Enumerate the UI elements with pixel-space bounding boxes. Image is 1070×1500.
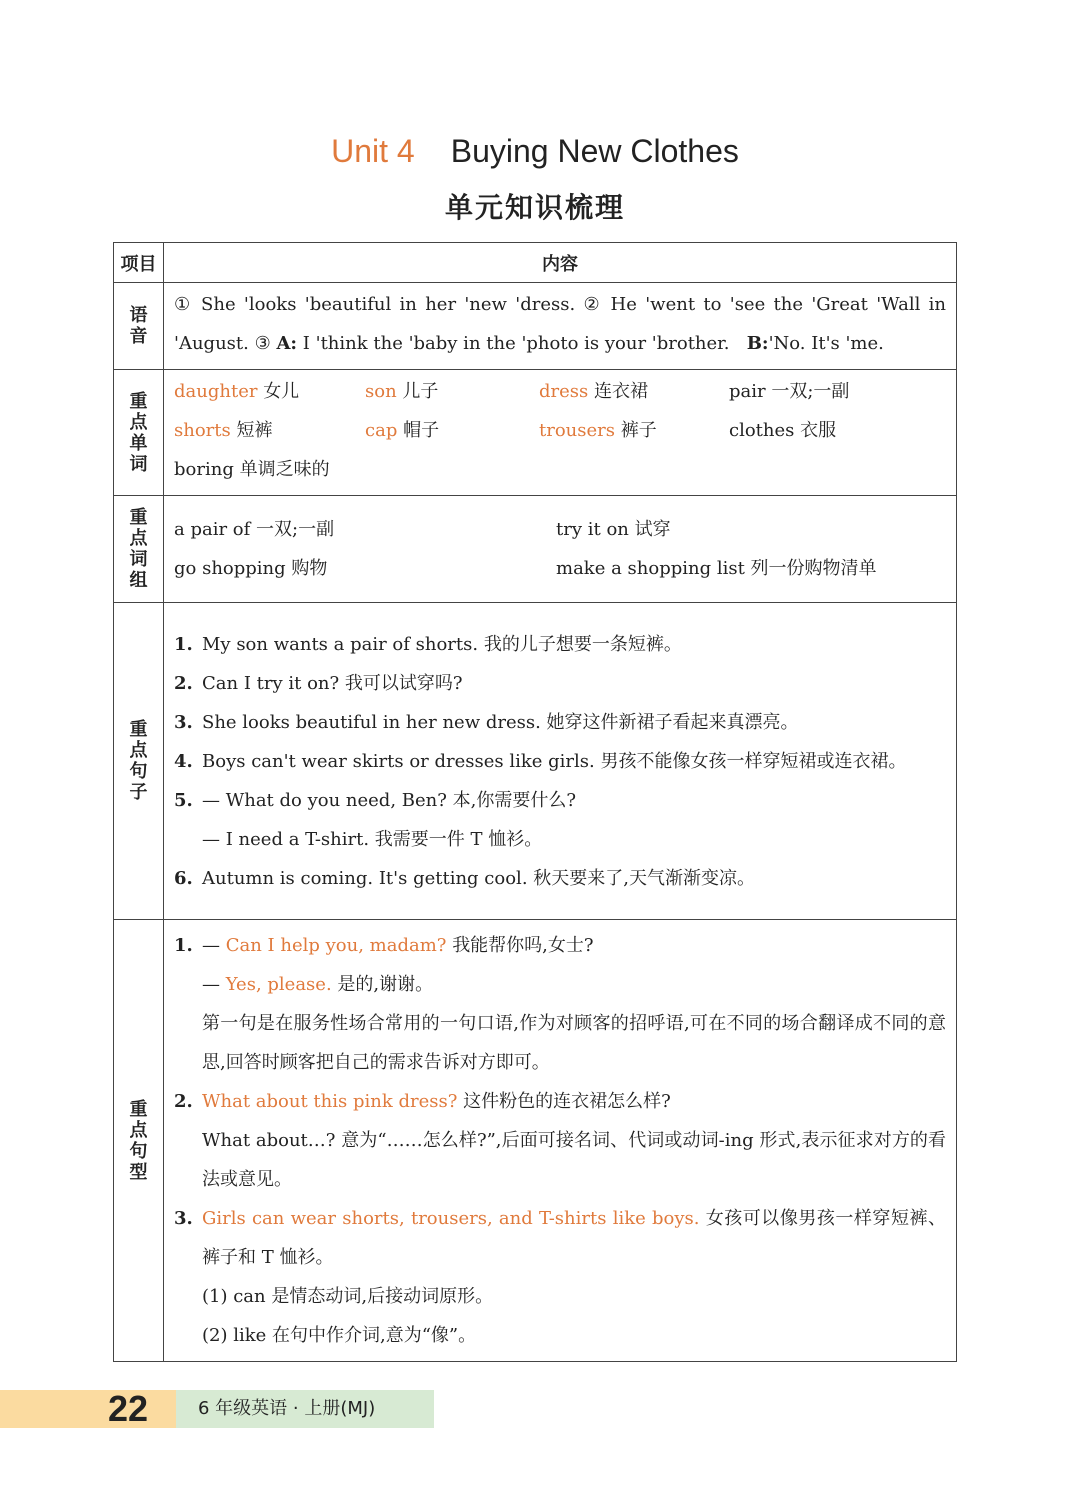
pattern-note: 第一句是在服务性场合常用的一句口语,作为对顾客的招呼语,可在不同的场合翻译成不同的意思,回答时顾客把自己的需求告诉对方即可。 [202,1013,946,1073]
key-phrases-row [114,496,957,603]
unit-title [0,133,1070,170]
phrase-item: make a shopping list 列一份购物清单 [556,558,877,579]
key-words-row [114,370,957,496]
sentence-item: 4. Boys can't wear skirts or dresses like girls. 男孩不能像女孩一样穿短裙或连衣裙。 [174,750,907,772]
header-content: 内容 [164,243,957,283]
word-item: pair 一双;一副 [729,381,850,402]
pattern-note: (1) can 是情态动词,后接动词原形。 [202,1286,494,1307]
sentence-item: 3. She looks beautiful in her new dress. 她穿这件新裙子看起来真漂亮。 [174,711,799,733]
pronunciation-label: 语 音 [114,283,164,370]
pattern-item: 2. What about this pink dress? 这件粉色的连衣裙怎么样? [174,1091,671,1112]
key-patterns-content [164,920,957,1362]
phrase-item: try it on 试穿 [556,519,671,540]
header-item: 项目 [114,243,164,283]
pattern-note: (2) like 在句中作介词,意为“像”。 [202,1325,477,1346]
pattern-item: 3. Girls can wear shorts, trousers, and T-shirts like boys. 女孩可以像男孩一样穿短裤、裤子和 T 恤衫。 [174,1208,946,1268]
pronunciation-row [114,283,957,370]
word-item: dress 连衣裙 [539,381,648,402]
key-patterns-row [114,920,957,1362]
word-item: cap 帽子 [365,420,440,441]
word-item: boring 单调乏味的 [174,459,330,480]
pattern-item: 1. — Can I help you, madam? 我能帮你吗,女士? [174,935,594,956]
page-subtitle: 单元知识梳理 [444,191,625,224]
sentence-item: 2. Can I try it on? 我可以试穿吗? [174,672,463,694]
phrase-item: a pair of 一双;一副 [174,519,335,540]
sentence-item: 1. My son wants a pair of shorts. 我的儿子想要一条短裤。 [174,633,682,655]
key-sentences-label: 重 点 句 子 [114,603,164,920]
word-item: son 儿子 [365,381,439,402]
sentence-item-reply: — I need a T-shirt. 我需要一件 T 恤衫。 [202,828,543,850]
table-header-row [114,243,957,283]
word-item: trousers 裤子 [539,420,657,441]
sentence-item: 6. Autumn is coming. It's getting cool. 秋天要来了,天气渐渐变凉。 [174,867,755,889]
key-phrases-content [164,496,957,603]
unit-name: Buying New Clothes [450,133,739,169]
word-item: daughter 女儿 [174,381,300,402]
book-title: 6 年级英语 · 上册(MJ) [176,1390,434,1428]
knowledge-table [113,242,957,1362]
word-item: clothes 衣服 [729,420,837,441]
key-words-content [164,370,957,496]
phrase-item: go shopping 购物 [174,558,328,579]
pattern-note: What about…? 意为“……怎么样?”,后面可接名词、代词或动词-ing 形式,表示征求对方的看法或意见。 [202,1130,946,1190]
page-number: 22 [0,1390,176,1428]
word-item: shorts 短裤 [174,420,273,441]
pattern-reply: — Yes, please. 是的,谢谢。 [202,974,434,995]
key-sentences-content [164,603,957,920]
key-patterns-label: 重 点 句 型 [114,920,164,1362]
key-words-label: 重 点 单 词 [114,370,164,496]
key-sentences-row [114,603,957,920]
pronunciation-content: ① She 'looks 'beautiful in her 'new 'dress. ② He 'went to 'see the 'Great 'Wall in 'August. ③ A: I 'think the 'baby in the 'photo is your 'brother. B:'No. It's 'me. [164,283,957,370]
unit-number: Unit 4 [331,133,415,169]
sentence-item: 5. — What do you need, Ben? 本,你需要什么? [174,789,576,811]
key-phrases-label: 重 点 词 组 [114,496,164,603]
